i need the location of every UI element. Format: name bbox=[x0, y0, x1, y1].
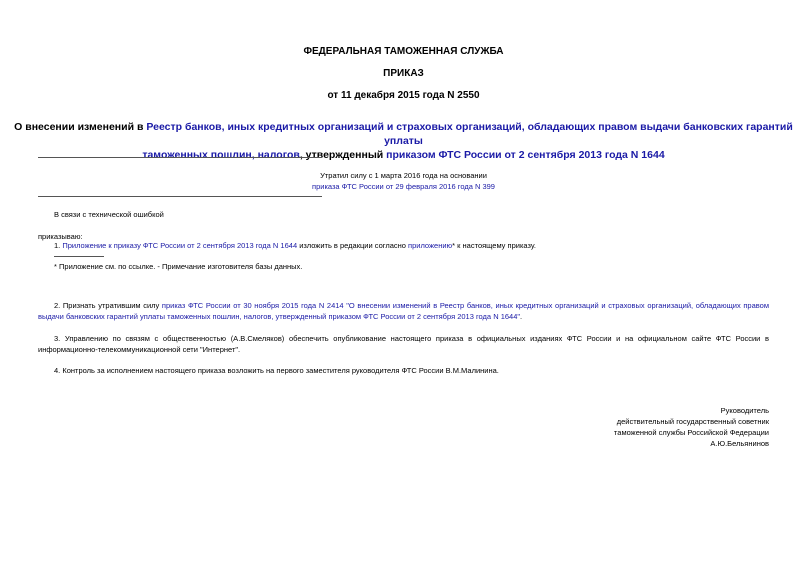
item-2 bbox=[38, 300, 769, 322]
footnote-divider bbox=[54, 256, 104, 257]
status-note bbox=[0, 170, 807, 192]
appendix-link[interactable]: приложению bbox=[408, 241, 453, 250]
doc-type-heading: ПРИКАЗ bbox=[383, 68, 424, 79]
item-1-prefix: 1. bbox=[54, 241, 63, 250]
agency-heading: ФЕДЕРАЛЬНАЯ ТАМОЖЕННАЯ СЛУЖБА bbox=[303, 46, 504, 57]
order-399-link[interactable]: приказа ФТС России от 29 февраля 2016 года N 399 bbox=[312, 182, 495, 191]
footnote: * Приложение см. по ссылке. - Примечание изготовителя базы данных. bbox=[54, 262, 303, 271]
item-1-middle: изложить в редакции согласно bbox=[297, 241, 409, 250]
order-2414-link[interactable]: приказ ФТС России от 30 ноября 2015 года N 2414 "О внесении изменений в Реестр банков, иных кредитных организаций и страховых организаций, обладающих правом выдачи банковских гарантий уплаты таможенных пошлин, налогов, утвержденный приказом ФТС России от 2 сентября 2013 года N 1644" bbox=[38, 301, 769, 321]
item-2-prefix: 2. Признать утратившим силу bbox=[54, 301, 162, 310]
item-1-suffix: * к настоящему приказу. bbox=[452, 241, 536, 250]
title-middle: , утвержденный bbox=[299, 149, 387, 161]
item-3: 3. Управлению по связям с общественностью (А.В.Смеляков) обеспечить опубликование настоящего приказа в официальных изданиях ФТС России и на официальном сайте ФТС России в информационно-телекоммуникационной сети "Интернет". bbox=[38, 334, 769, 354]
divider-bottom bbox=[38, 196, 322, 197]
item-1 bbox=[54, 240, 536, 251]
date-number-heading: от 11 декабря 2015 года N 2550 bbox=[327, 90, 480, 101]
item-2-suffix: . bbox=[520, 312, 523, 321]
signature-rank-2: таможенной службы Российской Федерации bbox=[613, 428, 769, 437]
divider-top bbox=[38, 157, 322, 158]
title-prefix: О внесении изменений в bbox=[14, 121, 147, 133]
item-4: 4. Контроль за исполнением настоящего приказа возложить на первого заместителя руководителя ФТС России В.М.Малинина. bbox=[54, 366, 499, 375]
signature-position: Руководитель bbox=[720, 406, 769, 415]
registry-link-line1[interactable]: Реестр банков, иных кредитных организаций и страховых организаций, обладающих правом выдачи банковских гарантий уплаты bbox=[146, 121, 793, 147]
signature-block bbox=[614, 405, 769, 449]
intro-text: В связи с технической ошибкой bbox=[54, 210, 164, 219]
registry-link-line2[interactable]: таможенных пошлин, налогов bbox=[142, 149, 300, 161]
appendix-1644-link[interactable]: Приложение к приказу ФТС России от 2 сентября 2013 года N 1644 bbox=[62, 241, 298, 250]
document-title bbox=[0, 120, 807, 162]
signature-rank-1: действительный государственный советник bbox=[616, 417, 769, 426]
order-word: приказываю: bbox=[38, 232, 83, 241]
status-line: Утратил силу с 1 марта 2016 года на основании bbox=[320, 171, 487, 180]
signature-name: А.Ю.Бельянинов bbox=[710, 439, 769, 448]
order-1644-link[interactable]: приказом ФТС России от 2 сентября 2013 года N 1644 bbox=[386, 149, 665, 161]
